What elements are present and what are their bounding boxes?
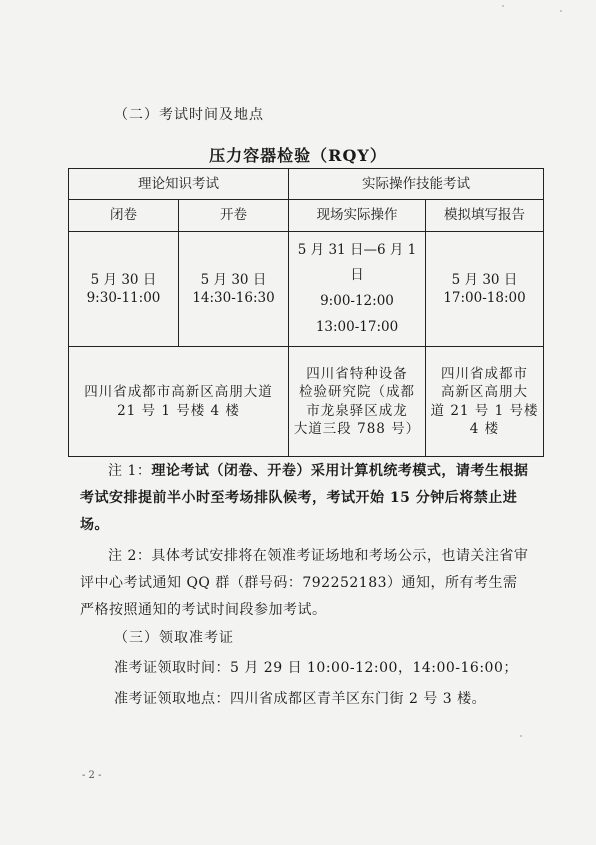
page-number: - 2 -: [82, 770, 102, 781]
scan-speck: [560, 10, 562, 12]
time-onsite-morning: 9:00-12:00: [320, 293, 394, 309]
time-open-hours: 14:30-16:30: [192, 290, 275, 306]
admission-place: 准考证领取地点：四川省成都区青羊区东门街 2 号 3 楼。: [114, 691, 487, 707]
header-theory: 理论知识考试: [69, 169, 289, 200]
time-onsite-afternoon: 13:00-17:00: [315, 318, 399, 335]
place-onsite-line-2: 检验研究院（成都: [299, 384, 415, 401]
note-1: [80, 458, 530, 539]
note-1-text: 理论考试（闭卷、开卷）采用计算机统考模式，请考生根据考试安排提前半小时至考场排队候考，考试开始 15 分钟后将禁止进场。: [80, 463, 529, 533]
scan-speck: [520, 735, 522, 737]
exam-schedule-table: [68, 168, 544, 457]
scan-speck: [502, 5, 504, 7]
place-report-line-2: 高新区高朋大: [441, 384, 528, 401]
place-onsite-line-4: 大道三段 788 号）: [293, 420, 421, 437]
subheader-open-book: 开卷: [179, 200, 289, 232]
place-onsite-line-3: 市龙泉驿区成龙: [306, 402, 408, 419]
place-report: [426, 347, 544, 457]
place-report-line-4: 4 楼: [469, 420, 500, 437]
note-1-prefix: 注 1：: [108, 463, 152, 479]
time-open-book: [179, 232, 289, 347]
time-mock-report: [426, 232, 544, 347]
header-practical: 实际操作技能考试: [289, 169, 544, 200]
place-theory-line-1: 四川省成都市高新区高朋大道: [84, 384, 273, 401]
place-report-line-3: 道 21 号 1 号楼: [430, 402, 539, 419]
time-closed-book: [69, 232, 179, 347]
subheader-onsite-operation: 现场实际操作: [289, 200, 426, 232]
admission-heading: （三）领取准考证: [114, 630, 234, 646]
time-onsite-operation: [289, 232, 426, 347]
time-closed-date: 5 月 30 日: [90, 271, 157, 288]
section-heading: （二）考试时间及地点: [114, 107, 264, 123]
admission-time: 准考证领取时间：5 月 29 日 10:00-12:00，14:00-16:00；: [114, 660, 518, 676]
note-2: 注 2：具体考试安排将在领准考证场地和考场公示，也请关注省审评中心考试通知 QQ 群（群号码：792252183）通知，所有考生需严格按照通知的考试时间段参加考试。: [80, 548, 529, 618]
place-theory-line-2: 21 号 1 号楼 4 楼: [117, 402, 240, 419]
time-onsite-date-1: 5 月 31 日—6 月 1: [297, 241, 417, 258]
place-onsite: [289, 347, 426, 457]
subheader-mock-report: 模拟填写报告: [426, 200, 544, 232]
place-report-line-1: 四川省成都市: [441, 366, 528, 383]
time-open-date: 5 月 30 日: [200, 271, 267, 288]
time-closed-hours: 9:30-11:00: [86, 290, 161, 306]
time-report-date: 5 月 30 日: [451, 271, 518, 288]
place-onsite-line-1: 四川省特种设备: [306, 366, 408, 383]
table-title: 压力容器检验（RQY）: [209, 146, 387, 165]
time-onsite-date-2: 日: [350, 267, 364, 284]
place-theory: [69, 347, 289, 457]
time-report-hours: 17:00-18:00: [443, 290, 526, 306]
subheader-closed-book: 闭卷: [69, 200, 179, 232]
